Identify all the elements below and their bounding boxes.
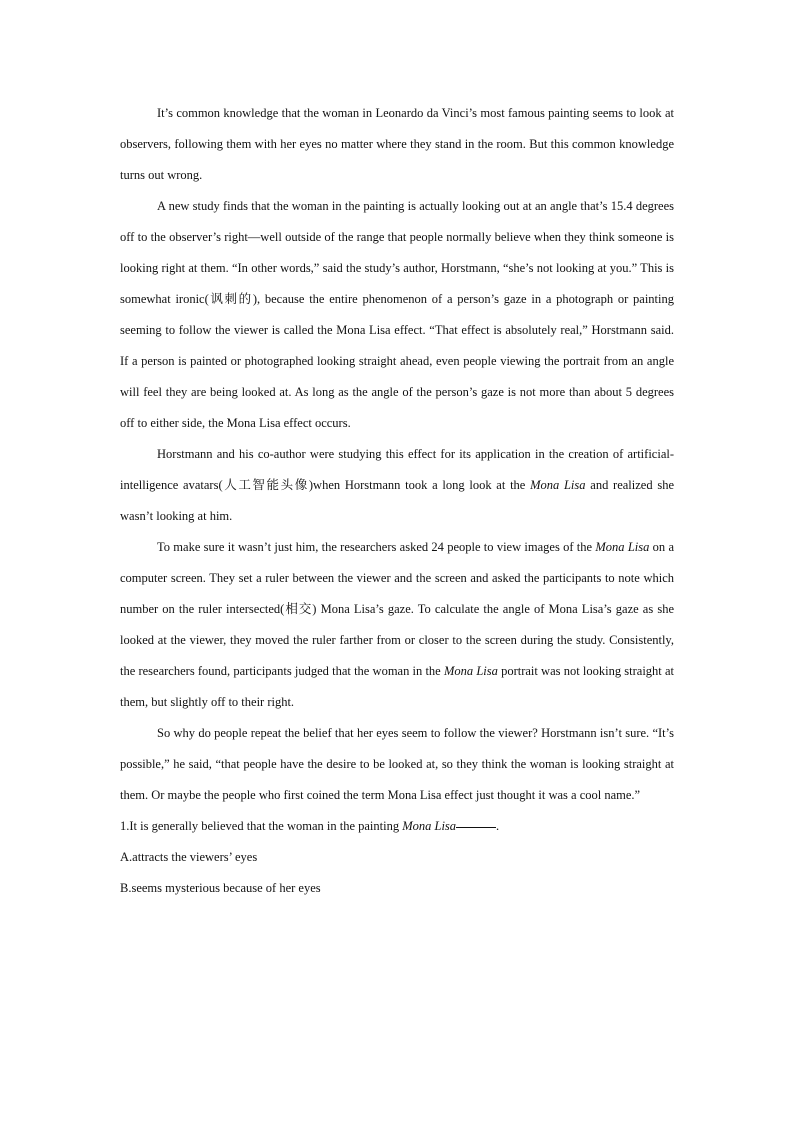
mona-lisa-title: Mona Lisa bbox=[443, 664, 498, 678]
paragraph-1: It’s common knowledge that the woman in Leonardo da Vinci’s most famous painting seems to look at observers, following them with her eyes no matter where they stand in the room. But this common knowledge turns out wrong. bbox=[120, 106, 674, 182]
paragraph-4-text-b: on a computer screen. They set a ruler between the viewer and the screen and asked the participants to note which number on the ruler intersected(相交) Mona Lisa’s gaze. To calculate the angle of Mona Lisa’s gaze as she looked at the viewer, they moved the ruler farther from or closer to the screen during the study. Consistently, the researchers found, participants judged that the woman in the bbox=[120, 540, 675, 678]
paragraph-4-text-c: portrait was not looking straight at them, but slightly off to their right. bbox=[120, 664, 674, 709]
paragraph-3-text-b: and realized she wasn’t looking at him. bbox=[120, 478, 675, 523]
paragraph-3 bbox=[120, 439, 674, 532]
mona-lisa-title: Mona Lisa bbox=[595, 540, 650, 554]
paragraph-4 bbox=[120, 532, 674, 718]
mona-lisa-title: Mona Lisa bbox=[530, 478, 586, 492]
option-a: A.attracts the viewers’ eyes bbox=[120, 850, 258, 864]
question-stem-end: . bbox=[496, 819, 500, 833]
paragraph-2: A new study finds that the woman in the painting is actually looking out at an angle that’s 15.4 degrees off to the observer’s right—well outside of the range that people normally believe when they think someone is looking right at them. “In other words,” said the study’s author, Horstmann, “she’s not looking at you.” This is somewhat ironic(讽刺的), because the entire phenomenon of a person’s gaze in a photograph or painting seeming to follow the viewer is called the Mona Lisa effect. “That effect is absolutely real,” Horstmann said. If a person is painted or photographed looking straight ahead, even people viewing the portrait from an angle will feel they are being looked at. As long as the angle of the person’s gaze is not more than about 5 degrees off to either side, the Mona Lisa effect occurs. bbox=[120, 199, 674, 430]
mona-lisa-title: Mona Lisa bbox=[402, 819, 457, 833]
paragraph-3-text-a: Horstmann and his co-author were studying this effect for its application in the creation of artificial-intelligence avatars(人工智能头像)when Horstmann took a long look at the bbox=[120, 447, 674, 492]
document-page bbox=[120, 98, 674, 904]
paragraph-5: So why do people repeat the belief that her eyes seem to follow the viewer? Horstmann isn’t sure. “It’s possible,” he said, “that people have the desire to be looked at, so they think the woman is looking straight at them. Or maybe the people who first coined the term Mona Lisa effect just thought it was a cool name.” bbox=[120, 726, 674, 802]
question-stem-text: 1.It is generally believed that the woman in the painting bbox=[120, 819, 403, 833]
question-1-stem bbox=[120, 811, 674, 842]
answer-blank bbox=[456, 827, 496, 828]
paragraph-4-text-a: To make sure it wasn’t just him, the researchers asked 24 people to view images of the bbox=[157, 540, 596, 554]
option-b: B.seems mysterious because of her eyes bbox=[120, 881, 321, 895]
